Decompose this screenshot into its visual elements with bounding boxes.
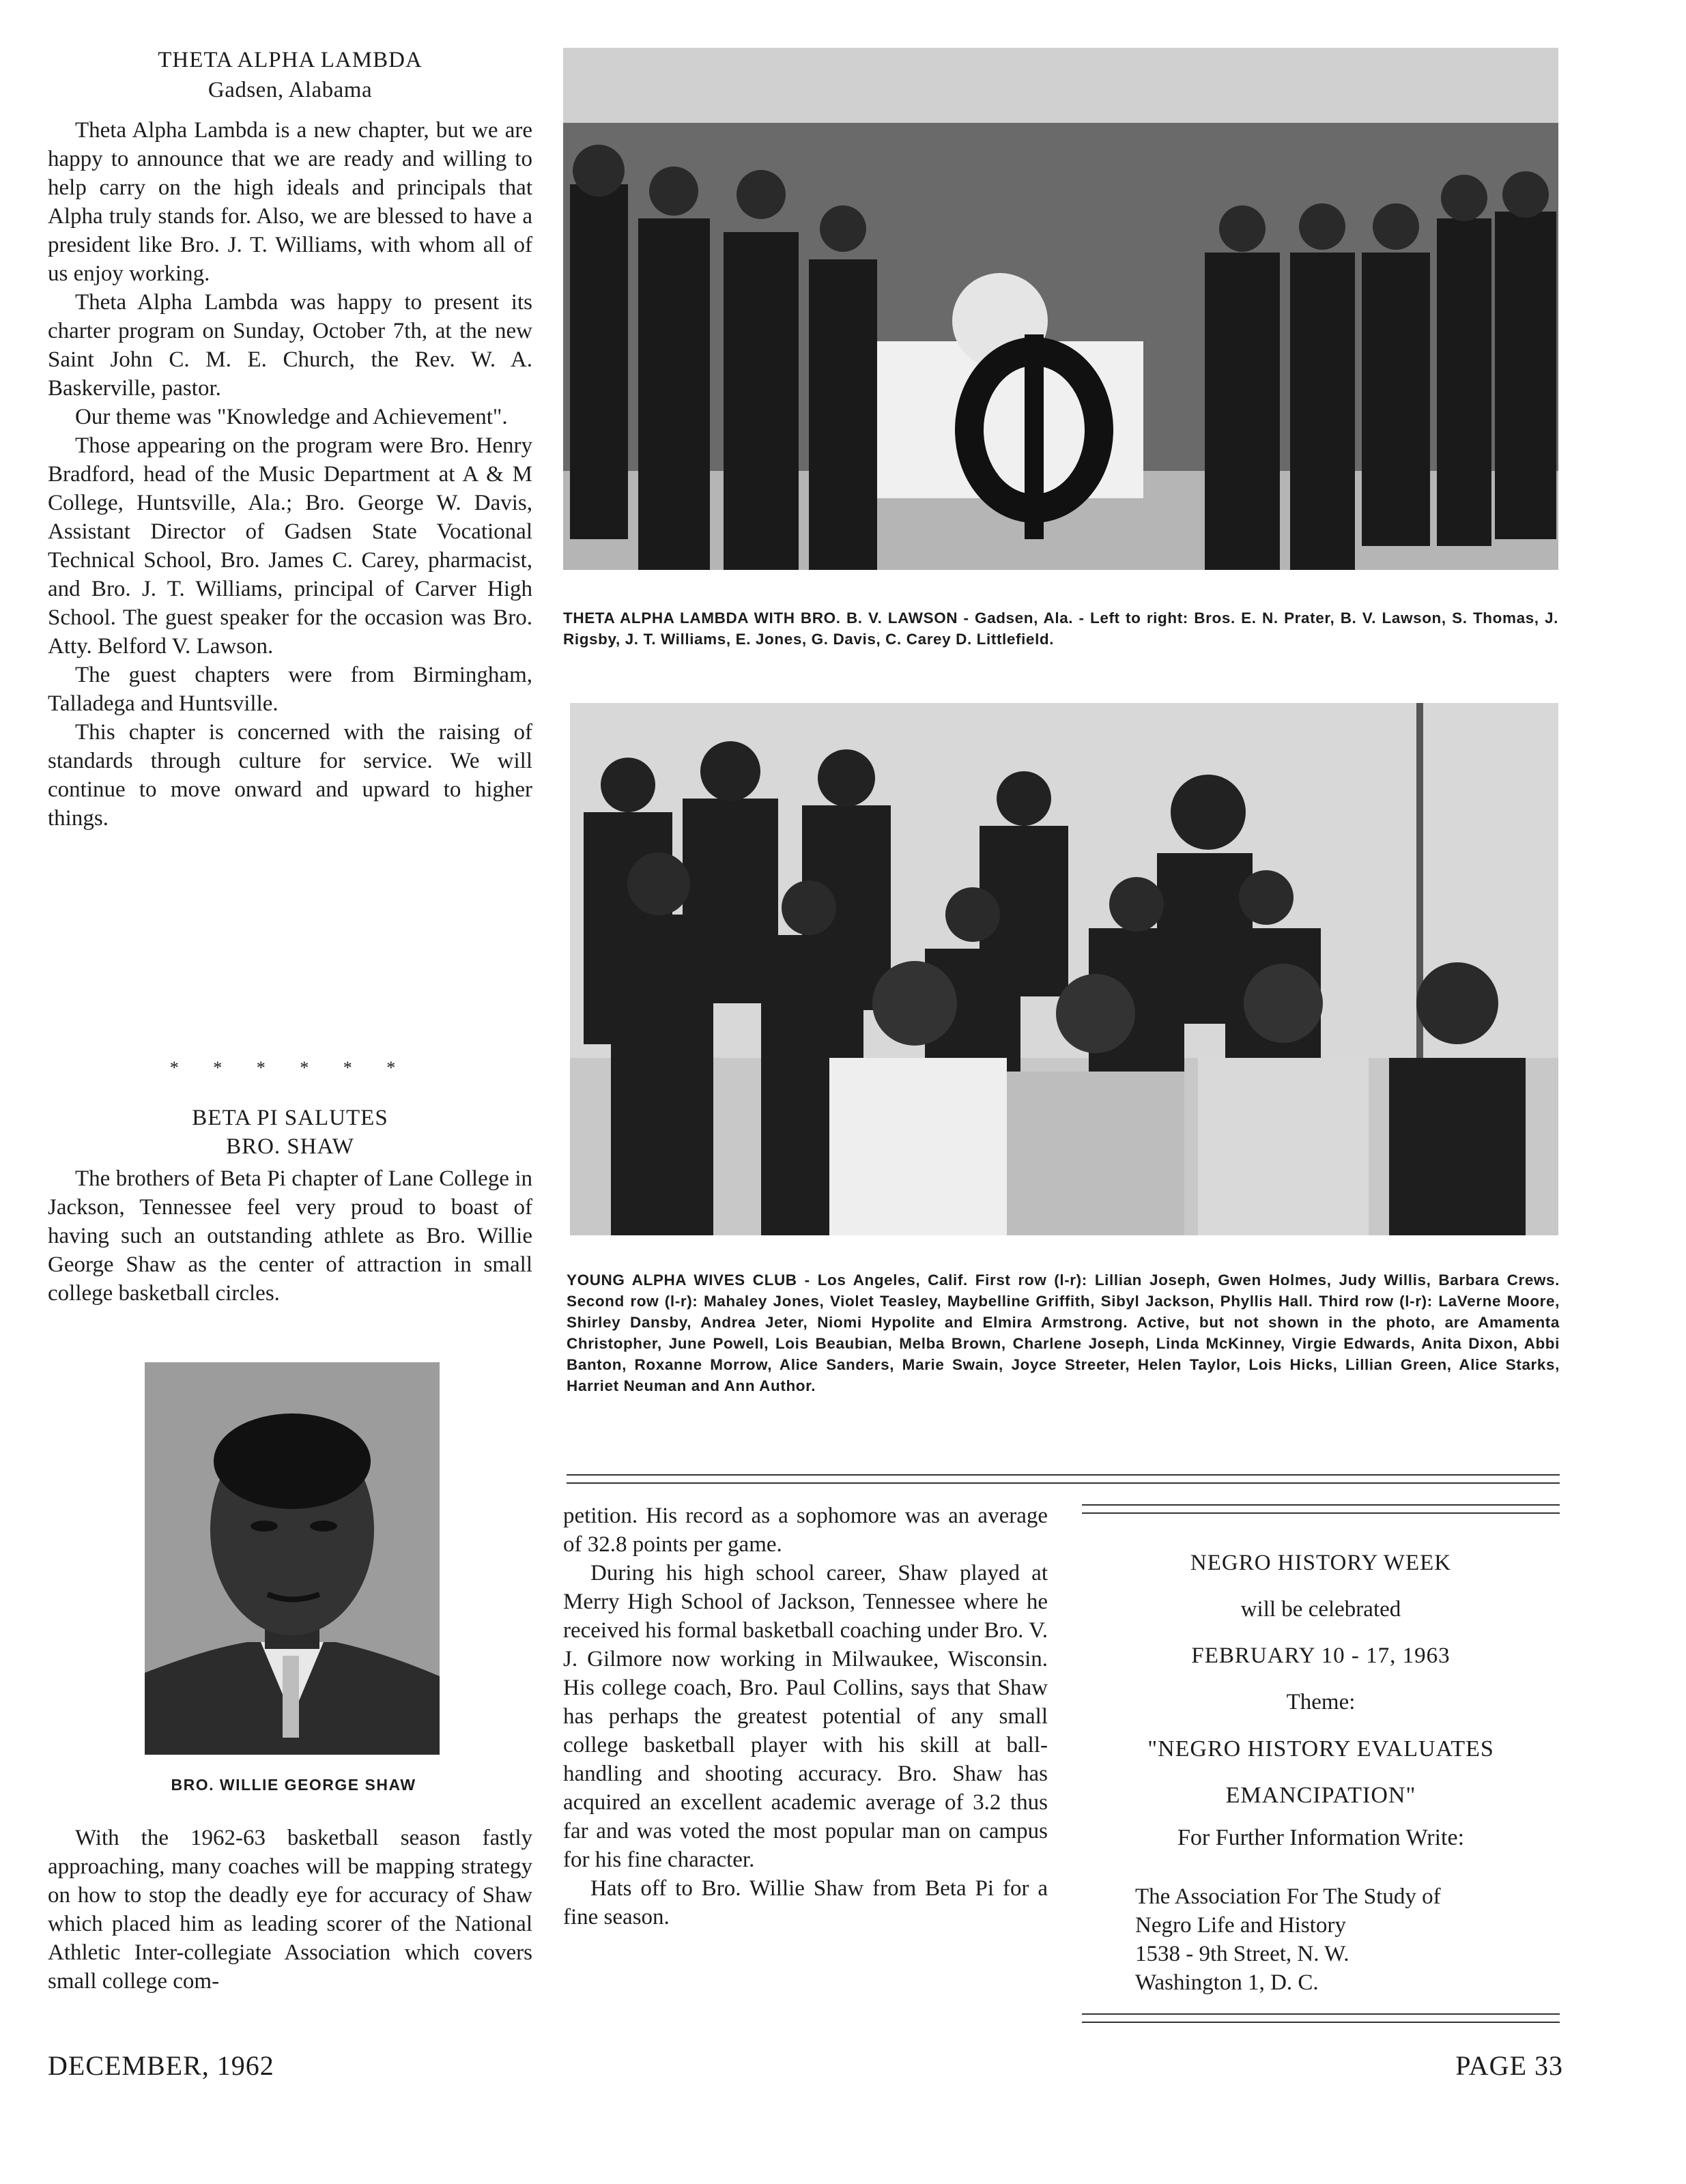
- article-body: [48, 116, 532, 833]
- notice-bottom-rule: [1082, 2022, 1560, 2023]
- notice-theme-cont: EMANCIPATION": [1225, 1783, 1416, 1808]
- beta-pi-subtitle: BRO. SHAW: [226, 1134, 354, 1159]
- notice-heading: NEGRO HISTORY WEEK: [1190, 1551, 1452, 1575]
- divider-line: [567, 1474, 1560, 1476]
- address-line: Washington 1, D. C.: [1135, 1970, 1319, 1995]
- notice-top-rule: [1082, 1512, 1560, 1514]
- notice-contact-label: For Further Information Write:: [1177, 1825, 1465, 1850]
- beta-pi-intro: [48, 1164, 532, 1308]
- paragraph: petition. His record as a sophomore was an average of 32.8 points per game.: [563, 1504, 1048, 1557]
- group-photo-drawing: [563, 48, 1558, 570]
- address-line: Negro Life and History: [1135, 1913, 1346, 1938]
- article-location: Gadsen, Alabama: [208, 78, 373, 102]
- notice-bottom-rule: [1082, 2013, 1560, 2015]
- theta-alpha-lambda-group-photo: [563, 48, 1558, 570]
- wives-club-caption: YOUNG ALPHA WIVES CLUB - Los Angeles, Calif. First row (l-r): Lillian Joseph, Gwen Holmes, Judy Willis, Barbara Crews. Second row (l-r): Mahaley Jones, Violet Teasley, Maybelline Griffith, Sibyl Jackson, Phyllis Hall. Third row (l-r): LaVerne Moore, Shirley Dansby, Andrea Jeter, Niomi Hypolite and Elmira Armstrong. Active, but not shown in the photo, are Amamenta Christopher, June Powell, Lois Beaubian, Melba Brown, Charlene Joseph, Linda McKinney, Virgie Edwards, Anita Dixon, Abbi Banton, Roxanne Morrow, Alice Sanders, Marie Swain, Joyce Streeter, Helen Taylor, Lois Hicks, Lillian Green, Alice Starks, Harriet Neuman and Ann Author.: [567, 1271, 1560, 1394]
- address-line: 1538 - 9th Street, N. W.: [1135, 1942, 1349, 1966]
- footer-date: DECEMBER, 1962: [48, 2050, 274, 2081]
- shaw-article-continued: [563, 1502, 1048, 1931]
- beta-pi-title: BETA PI SALUTES: [192, 1106, 388, 1130]
- notice-theme: "NEGRO HISTORY EVALUATES: [1147, 1736, 1494, 1762]
- notice-text: will be celebrated: [1240, 1597, 1401, 1622]
- notice-top-rule: [1082, 1504, 1560, 1506]
- notice-address: [1135, 1882, 1558, 1997]
- paragraph: The guest chapters were from Birmingham, Talladega and Huntsville.: [48, 663, 532, 716]
- paragraph: This chapter is concerned with the raising of standards through culture for service. We will continue to move onward and upward to higher things.: [48, 720, 532, 831]
- divider-line: [567, 1482, 1560, 1484]
- portrait-drawing: [145, 1362, 440, 1755]
- notice-theme-label: Theme:: [1286, 1690, 1356, 1714]
- wives-club-photo-drawing: [570, 703, 1558, 1235]
- section-separator: * * * * * *: [169, 1058, 411, 1078]
- beta-pi-continued: [48, 1824, 532, 1996]
- paragraph: Theta Alpha Lambda was happy to present its charter program on Sunday, October 7th, at the new Saint John C. M. E. Church, the Rev. W. A. Baskerville, pastor.: [48, 290, 532, 401]
- paragraph: Those appearing on the program were Bro. Henry Bradford, head of the Music Department at A & M College, Huntsville, Ala.; Bro. George W. Davis, Assistant Director of Gadsen State Vocational Technical School, Bro. James C. Carey, pharmacist, and Bro. J. T. Williams, principal of Carver High School. The guest speaker for the occasion was Bro. Atty. Belford V. Lawson.: [48, 433, 532, 659]
- portrait-caption: BRO. WILLIE GEORGE SHAW: [171, 1776, 416, 1794]
- paragraph: During his high school career, Shaw played at Merry High School of Jackson, Tennessee where he received his formal basketball coaching under Bro. V. J. Gilmore now working in Milwaukee, Wisconsin. His college coach, Bro. Paul Collins, says that Shaw has perhaps the greatest potential of any small college basketball player with his skill at ball-handling and shooting accuracy. Bro. Shaw has acquired an excellent academic average of 3.2 thus far and was voted the most popular man on campus for his fine character.: [563, 1561, 1048, 1872]
- paragraph: The brothers of Beta Pi chapter of Lane College in Jackson, Tennessee feel very proud to boast of having such an outstanding athlete as Bro. Willie George Shaw as the center of attraction in small college basketball circles.: [48, 1166, 532, 1306]
- paragraph: Theta Alpha Lambda is a new chapter, but we are happy to announce that we are ready and willing to help carry on the high ideals and principals that Alpha truly stands for. Also, we are blessed to have a president like Bro. J. T. Williams, with whom all of us enjoy working.: [48, 118, 532, 286]
- young-alpha-wives-club-photo: [570, 703, 1558, 1235]
- shaw-portrait-photo: [145, 1362, 440, 1755]
- notice-dates: FEBRUARY 10 - 17, 1963: [1191, 1643, 1451, 1668]
- page-number: PAGE 33: [1455, 2050, 1563, 2081]
- paragraph: Hats off to Bro. Willie Shaw from Beta Pi for a fine season.: [563, 1876, 1048, 1929]
- article-title: THETA ALPHA LAMBDA: [158, 48, 423, 72]
- address-line: The Association For The Study of: [1135, 1884, 1441, 1909]
- paragraph: With the 1962-63 basketball season fastly approaching, many coaches will be mapping strategy on how to stop the deadly eye for accuracy of Shaw which placed him as leading scorer of the National Athletic Inter-collegiate Association which covers small college com-: [48, 1826, 532, 1994]
- group-photo-caption: THETA ALPHA LAMBDA WITH BRO. B. V. LAWSON - Gadsen, Ala. - Left to right: Bros. E. N. Prater, B. V. Lawson, S. Thomas, J. Rigsby, J. T. Williams, E. Jones, G. Davis, C. Carey D. Littlefield.: [563, 609, 1558, 648]
- paragraph: Our theme was "Knowledge and Achievement".: [75, 405, 508, 429]
